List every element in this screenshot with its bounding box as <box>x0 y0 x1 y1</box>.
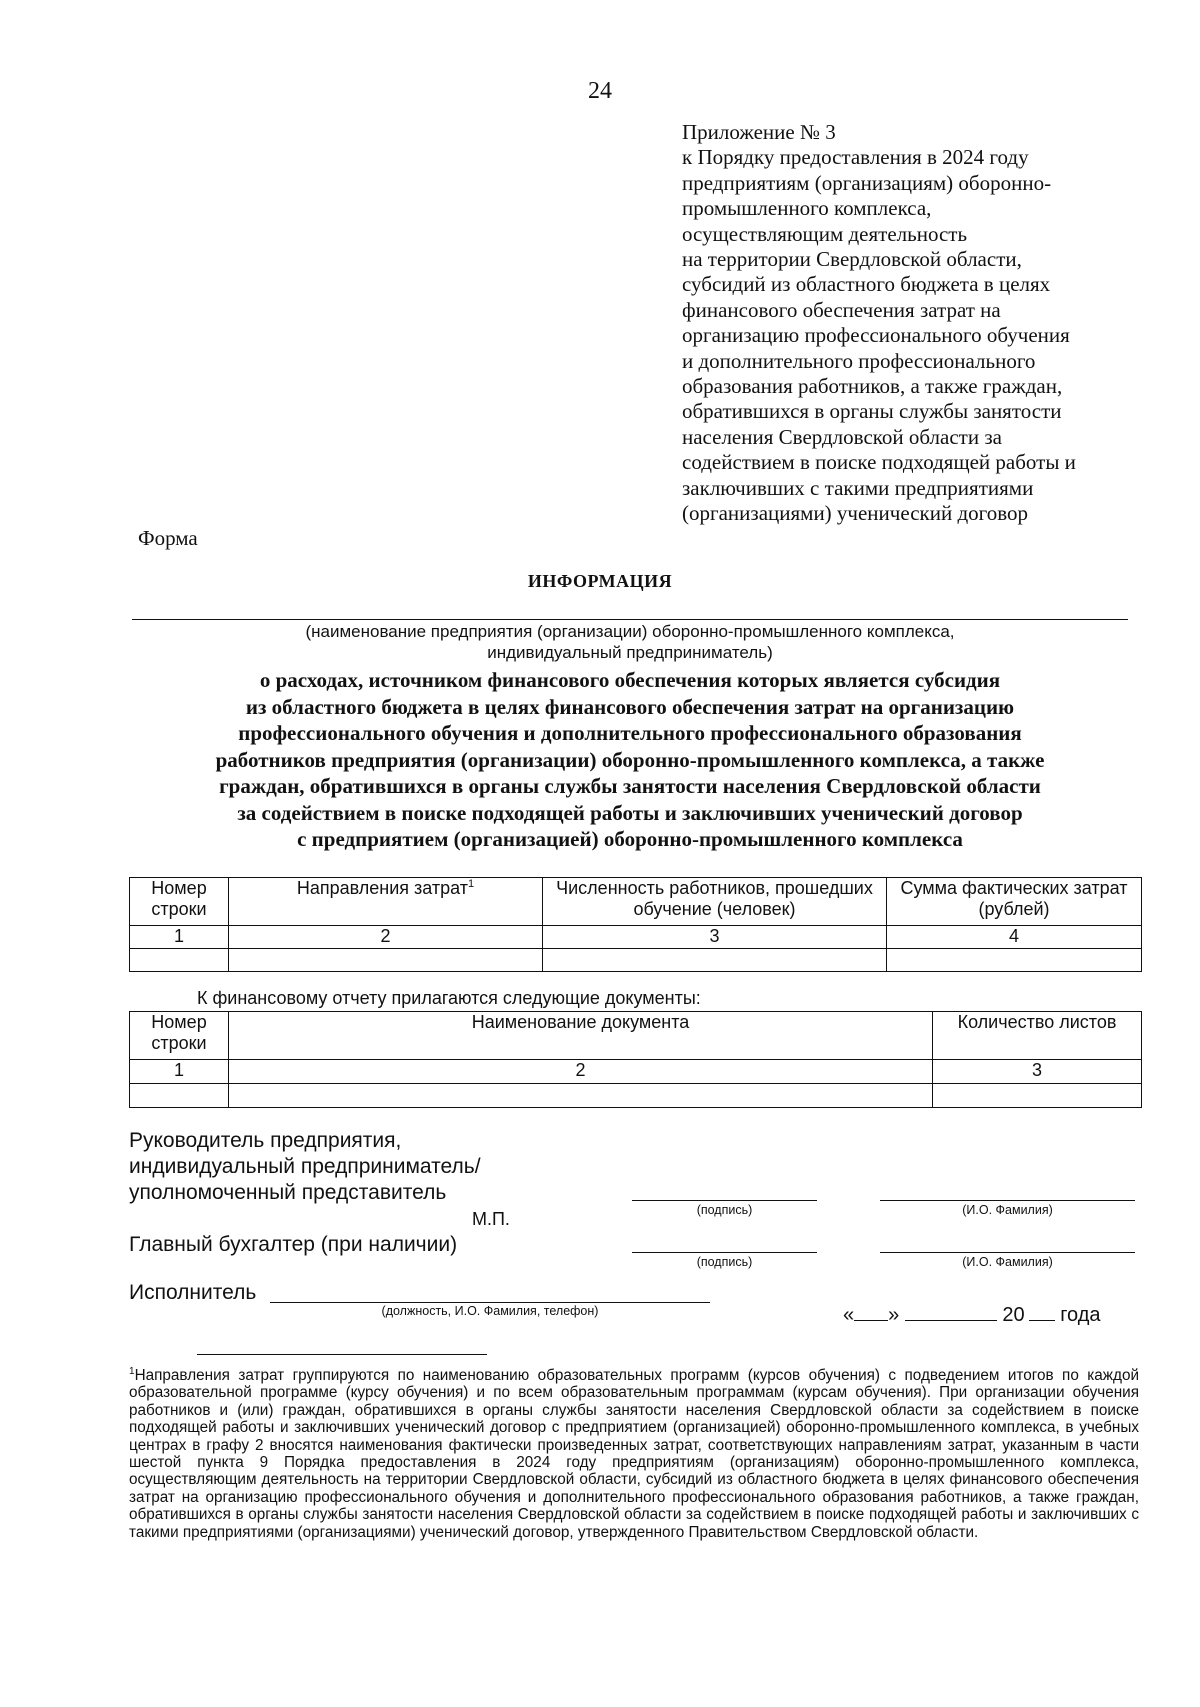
date-year-suffix: года <box>1060 1304 1101 1326</box>
organization-caption <box>132 621 1128 663</box>
table-cell: 3 <box>543 926 887 949</box>
table-cell[interactable] <box>229 1084 933 1108</box>
date-year-prefix: 20 <box>1002 1304 1025 1326</box>
header-employees-count: Численность работников, прошедших обучение (человек) <box>543 878 887 926</box>
table-number-row <box>130 926 1142 949</box>
table-header-row <box>130 1012 1142 1060</box>
date-day-line[interactable] <box>854 1302 888 1321</box>
appendix-line: (организациями) ученический договор <box>682 501 1028 526</box>
footnote-mark: 1 <box>129 1365 135 1377</box>
table-cell[interactable] <box>229 949 543 972</box>
subtitle-line: работников предприятия (организации) оборонно-промышленного комплекса, а также <box>215 747 1045 772</box>
table-cell[interactable] <box>543 949 887 972</box>
signatory-line: уполномоченный представитель <box>129 1181 447 1204</box>
stamp-place: М.П. <box>472 1209 510 1229</box>
signature-caption: (подпись) <box>696 1255 753 1269</box>
table-cell[interactable] <box>130 949 229 972</box>
appendix-line: промышленного комплекса, <box>682 196 932 221</box>
table-cell: 3 <box>933 1060 1142 1084</box>
table-cell: 2 <box>229 926 543 949</box>
chief-accountant-label: Главный бухгалтер (при наличии) <box>129 1233 458 1256</box>
appendix-line: к Порядку предоставления в 2024 году <box>682 145 1029 170</box>
header-row-number: Номер строки <box>130 878 229 926</box>
table-number-row <box>130 1060 1142 1084</box>
accountant-signature-line[interactable] <box>632 1252 817 1253</box>
table-empty-row[interactable] <box>130 949 1142 972</box>
appendix-line: обратившихся в органы службы занятости <box>682 399 1062 424</box>
appendix-line: заключивших с такими предприятиями <box>682 475 1034 500</box>
date-field <box>843 1302 1101 1328</box>
table-cell: 1 <box>130 1060 229 1084</box>
subtitle-line: из областного бюджета в целях финансового обеспечения затрат на организацию <box>245 694 1015 719</box>
document-title: ИНФОРМАЦИЯ <box>527 571 673 591</box>
header-row-number: Номер строки <box>130 1012 229 1060</box>
page-number: 24 <box>588 78 612 104</box>
name-caption: (И.О. Фамилия) <box>962 1255 1053 1269</box>
header-actual-costs: Сумма фактических затрат (рублей) <box>887 878 1142 926</box>
subtitle-line: с предприятием (организацией) оборонно-промышленного комплекса <box>297 827 963 851</box>
appendix-line: субсидий из областного бюджета в целях <box>682 272 1051 297</box>
appendix-line: на территории Свердловской области, <box>682 247 1022 272</box>
organization-name-line <box>132 619 1128 620</box>
appendix-line: Приложение № 3 <box>682 120 836 144</box>
executor-label: Исполнитель <box>129 1281 257 1304</box>
signatory-line: Руководитель предприятия, <box>129 1129 402 1152</box>
expenses-table <box>129 877 1142 972</box>
footnote-separator <box>197 1354 487 1355</box>
subtitle-line: за содействием в поиске подходящей работы и заключивших ученический договор <box>237 800 1023 825</box>
date-month-line[interactable] <box>905 1302 997 1321</box>
attachments-table <box>129 1011 1142 1108</box>
appendix-line: предприятиям (организациям) оборонно- <box>682 170 1052 195</box>
header-document-name: Наименование документа <box>229 1012 933 1060</box>
document-subtitle <box>132 667 1128 853</box>
appendix-line: образования работников, а также граждан, <box>682 374 1063 399</box>
appendix-line: и дополнительного профессионального <box>682 348 1036 373</box>
header-cost-directions: Направления затрат$^1$ <box>229 878 543 926</box>
appendix-line: финансового обеспечения затрат на <box>682 297 1001 322</box>
appendix-header <box>682 120 1182 527</box>
appendix-line: населения Свердловской области за <box>682 424 1002 449</box>
date-quote-close: » <box>888 1304 900 1326</box>
name-caption: (И.О. Фамилия) <box>962 1203 1053 1217</box>
subtitle-line: граждан, обратившихся в органы службы занятости населения Свердловской области <box>219 774 1041 798</box>
form-label: Форма <box>138 526 198 550</box>
subtitle-line: профессионального обучения и дополнительного профессионального образования <box>238 721 1022 745</box>
table-cell: 1 <box>130 926 229 949</box>
footnote-text: Направления затрат группируются по наименованию образовательных программ (курсов обучения) с подведением итогов по каждой образовательной программе (курсу обучения) и по всем образовательным программам (курсам обучения). При организации обучения работников и (или) граждан, обратившихся в органы службы занятости населения Свердловской области за содействием в поиске подходящей работы и заключивших ученический договор с предприятием (организацией) оборонно-промышленного комплекса, в учебных центрах в графу 2 вносятся наименования фактически произведенных затрат, соответствующих направлениям затрат, указанным в части шестой пункта 9 Порядка предоставления в 2024 году предприятиям (организациям) оборонно-промышленного комплекса, осуществляющим деятельность на территории Свердловской области, субсидий из областного бюджета в целях финансового обеспечения затрат на организацию профессионального обучения и дополнительного профессионального образования работников, а также граждан, обратившихся в органы службы занятости населения Свердловской области за содействием в поиске подходящей работы и заключивших с такими предприятиями (организациями) ученический договор, утвержденного Правительством Свердловской области. <box>129 1367 1139 1541</box>
table-header-row <box>130 878 1142 926</box>
footnote <box>129 1367 1139 1541</box>
date-quote-open: « <box>843 1304 855 1326</box>
signature-caption: (подпись) <box>696 1203 753 1217</box>
head-signature-line[interactable] <box>632 1200 817 1201</box>
date-year-line[interactable] <box>1029 1302 1055 1321</box>
table-cell[interactable] <box>933 1084 1142 1108</box>
executor-caption: (должность, И.О. Фамилия, телефон) <box>381 1304 599 1318</box>
footnote-ref: 1 <box>468 878 475 890</box>
appendix-line: организацию профессионального обучения <box>682 323 1070 348</box>
head-name-line[interactable] <box>880 1200 1135 1201</box>
header-sheets-count: Количество листов <box>933 1012 1142 1060</box>
table-cell: 2 <box>229 1060 933 1084</box>
subtitle-line: о расходах, источником финансового обеспечения которых является субсидия <box>259 668 1001 692</box>
attachments-intro: К финансовому отчету прилагаются следующие документы: <box>197 988 701 1008</box>
appendix-line: содействием в поиске подходящей работы и <box>682 450 1076 475</box>
caption-line: индивидуальный предприниматель) <box>487 643 773 662</box>
appendix-line: осуществляющим деятельность <box>682 221 968 246</box>
executor-line[interactable] <box>270 1302 710 1303</box>
signatory-line: индивидуальный предприниматель/ <box>129 1155 481 1178</box>
accountant-name-line[interactable] <box>880 1252 1135 1253</box>
table-cell[interactable] <box>887 949 1142 972</box>
head-signatory <box>129 1128 481 1206</box>
table-empty-row[interactable] <box>130 1084 1142 1108</box>
table-cell: 4 <box>887 926 1142 949</box>
table-cell[interactable] <box>130 1084 229 1108</box>
caption-line: (наименование предприятия (организации) оборонно-промышленного комплекса, <box>305 622 955 641</box>
